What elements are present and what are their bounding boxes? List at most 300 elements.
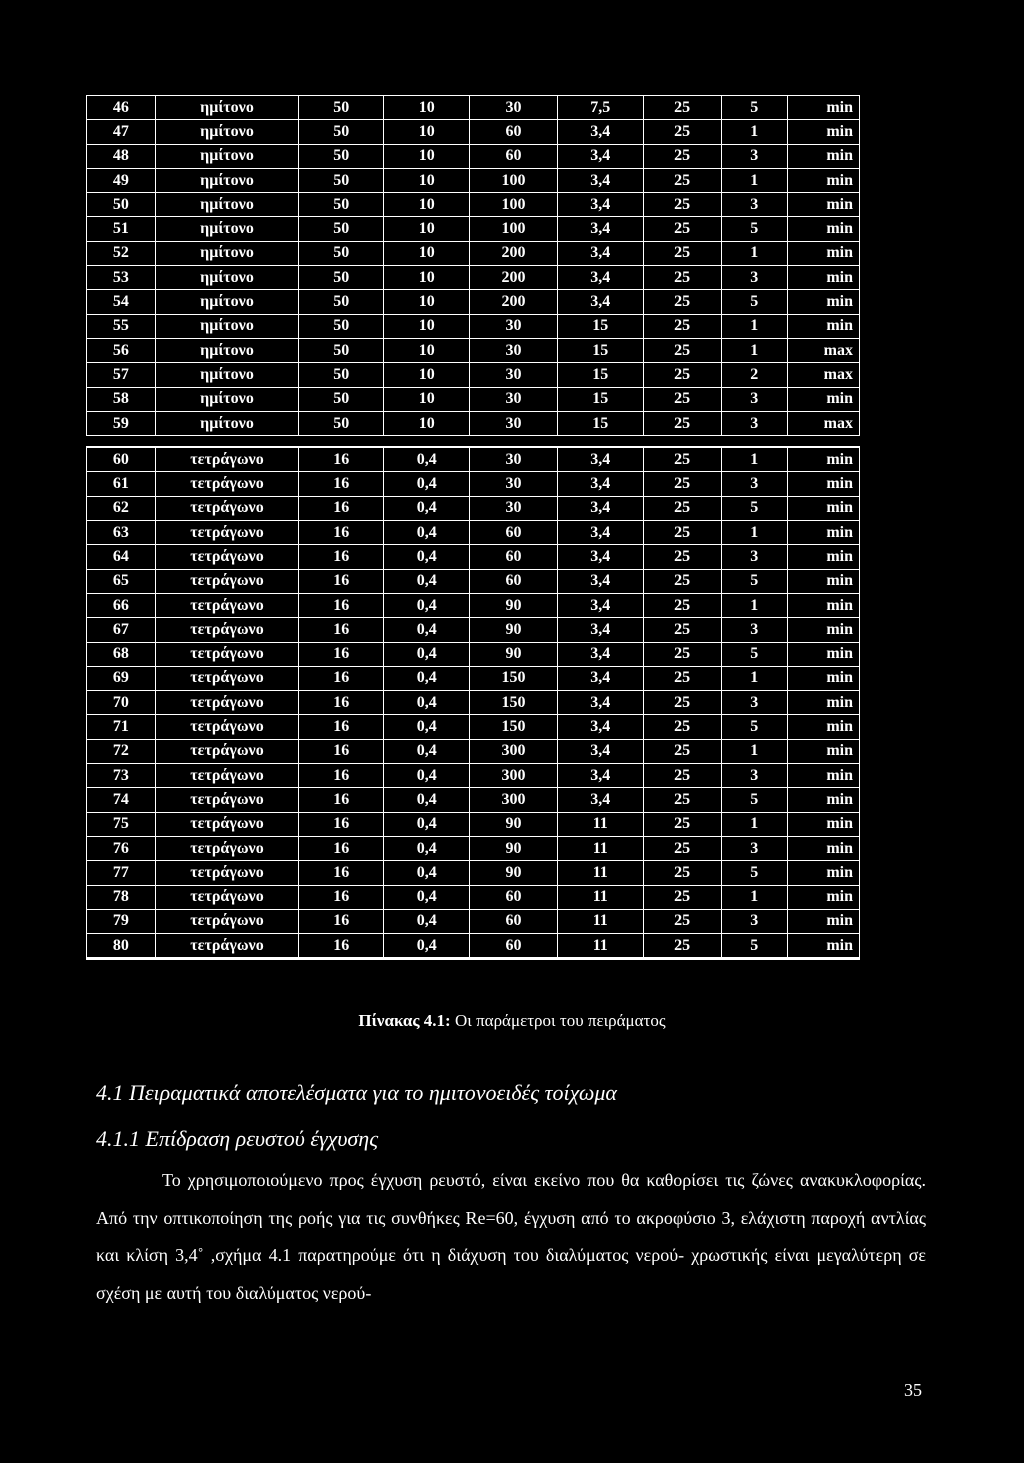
cell-wall-shape: τετράγωνο: [155, 472, 298, 496]
group-separator: [87, 436, 860, 448]
cell-param-1: 16: [299, 691, 384, 715]
cell-param-4: 3,4: [557, 666, 643, 690]
table-row: [87, 812, 860, 836]
cell-param-3: 30: [470, 496, 558, 520]
table-row: [87, 411, 860, 435]
cell-param-2: 0,4: [384, 642, 470, 666]
cell-param-4: 11: [557, 885, 643, 909]
cell-param-4: 3,4: [557, 193, 643, 217]
cell-run-number: 62: [87, 496, 156, 520]
cell-run-number: 78: [87, 885, 156, 909]
cell-param-2: 10: [384, 168, 470, 192]
cell-param-3: 300: [470, 764, 558, 788]
cell-param-1: 50: [299, 217, 384, 241]
cell-param-2: 10: [384, 290, 470, 314]
cell-param-4: 3,4: [557, 788, 643, 812]
cell-param-2: 10: [384, 363, 470, 387]
cell-param-6: 1: [721, 885, 787, 909]
cell-param-3: 60: [470, 144, 558, 168]
cell-param-5: 25: [643, 788, 721, 812]
cell-flow-rate: min: [787, 472, 859, 496]
cell-param-6: 3: [721, 909, 787, 933]
cell-param-3: 60: [470, 521, 558, 545]
cell-wall-shape: ημίτονο: [155, 338, 298, 362]
cell-flow-rate: min: [787, 812, 859, 836]
cell-param-2: 0,4: [384, 764, 470, 788]
cell-param-2: 0,4: [384, 861, 470, 885]
cell-param-3: 90: [470, 593, 558, 617]
cell-flow-rate: max: [787, 363, 859, 387]
cell-run-number: 64: [87, 545, 156, 569]
cell-wall-shape: ημίτονο: [155, 411, 298, 435]
cell-wall-shape: ημίτονο: [155, 193, 298, 217]
table-row: [87, 618, 860, 642]
cell-wall-shape: ημίτονο: [155, 363, 298, 387]
cell-flow-rate: min: [787, 290, 859, 314]
cell-param-6: 3: [721, 836, 787, 860]
cell-run-number: 60: [87, 447, 156, 472]
cell-param-4: 11: [557, 909, 643, 933]
cell-param-5: 25: [643, 715, 721, 739]
table-row: [87, 96, 860, 120]
cell-param-4: 3,4: [557, 642, 643, 666]
cell-flow-rate: min: [787, 266, 859, 290]
page-number: 35: [904, 1380, 922, 1400]
cell-param-6: 5: [721, 715, 787, 739]
cell-param-2: 0,4: [384, 545, 470, 569]
cell-param-5: 25: [643, 739, 721, 763]
cell-param-2: 10: [384, 241, 470, 265]
cell-run-number: 74: [87, 788, 156, 812]
table-row: [87, 739, 860, 763]
cell-param-6: 1: [721, 812, 787, 836]
cell-param-3: 60: [470, 120, 558, 144]
cell-flow-rate: min: [787, 168, 859, 192]
cell-param-2: 0,4: [384, 788, 470, 812]
cell-param-6: 1: [721, 521, 787, 545]
cell-param-5: 25: [643, 120, 721, 144]
cell-param-4: 3,4: [557, 569, 643, 593]
cell-param-4: 3,4: [557, 764, 643, 788]
cell-flow-rate: min: [787, 836, 859, 860]
cell-param-6: 5: [721, 642, 787, 666]
cell-run-number: 54: [87, 290, 156, 314]
cell-param-1: 16: [299, 569, 384, 593]
table-caption-label: Πίνακας 4.1:: [358, 1011, 451, 1030]
cell-run-number: 50: [87, 193, 156, 217]
cell-run-number: 63: [87, 521, 156, 545]
cell-param-2: 10: [384, 120, 470, 144]
table-row: [87, 193, 860, 217]
cell-run-number: 57: [87, 363, 156, 387]
cell-run-number: 48: [87, 144, 156, 168]
cell-param-1: 50: [299, 193, 384, 217]
cell-param-5: 25: [643, 411, 721, 435]
cell-param-5: 25: [643, 593, 721, 617]
cell-param-3: 300: [470, 788, 558, 812]
cell-flow-rate: min: [787, 241, 859, 265]
table-row: [87, 217, 860, 241]
cell-wall-shape: τετράγωνο: [155, 836, 298, 860]
cell-param-3: 90: [470, 861, 558, 885]
cell-param-5: 25: [643, 96, 721, 120]
cell-param-3: 200: [470, 266, 558, 290]
cell-wall-shape: ημίτονο: [155, 144, 298, 168]
cell-param-1: 16: [299, 788, 384, 812]
cell-param-5: 25: [643, 338, 721, 362]
cell-param-4: 15: [557, 338, 643, 362]
cell-param-5: 25: [643, 387, 721, 411]
cell-flow-rate: min: [787, 96, 859, 120]
cell-wall-shape: ημίτονο: [155, 241, 298, 265]
cell-run-number: 49: [87, 168, 156, 192]
table-row: [87, 666, 860, 690]
cell-param-3: 90: [470, 836, 558, 860]
table-row: [87, 168, 860, 192]
cell-param-4: 11: [557, 836, 643, 860]
cell-run-number: 68: [87, 642, 156, 666]
cell-run-number: 79: [87, 909, 156, 933]
cell-param-5: 25: [643, 266, 721, 290]
cell-param-3: 30: [470, 314, 558, 338]
cell-param-3: 150: [470, 691, 558, 715]
cell-param-5: 25: [643, 861, 721, 885]
cell-param-4: 7,5: [557, 96, 643, 120]
cell-param-1: 16: [299, 812, 384, 836]
cell-flow-rate: min: [787, 144, 859, 168]
cell-param-3: 30: [470, 96, 558, 120]
cell-flow-rate: max: [787, 338, 859, 362]
cell-wall-shape: ημίτονο: [155, 266, 298, 290]
cell-param-1: 50: [299, 168, 384, 192]
cell-flow-rate: min: [787, 666, 859, 690]
cell-param-2: 10: [384, 217, 470, 241]
cell-run-number: 80: [87, 934, 156, 959]
cell-run-number: 52: [87, 241, 156, 265]
cell-param-2: 0,4: [384, 715, 470, 739]
cell-param-2: 0,4: [384, 812, 470, 836]
cell-wall-shape: τετράγωνο: [155, 666, 298, 690]
cell-flow-rate: min: [787, 861, 859, 885]
table-row: [87, 764, 860, 788]
cell-param-5: 25: [643, 363, 721, 387]
cell-param-6: 1: [721, 338, 787, 362]
cell-param-6: 1: [721, 168, 787, 192]
cell-param-1: 16: [299, 666, 384, 690]
cell-run-number: 56: [87, 338, 156, 362]
cell-flow-rate: min: [787, 447, 859, 472]
cell-param-4: 3,4: [557, 472, 643, 496]
cell-param-2: 0,4: [384, 496, 470, 520]
cell-flow-rate: min: [787, 120, 859, 144]
cell-wall-shape: τετράγωνο: [155, 788, 298, 812]
table-row: [87, 144, 860, 168]
cell-param-5: 25: [643, 144, 721, 168]
cell-flow-rate: min: [787, 934, 859, 959]
table-row: [87, 266, 860, 290]
cell-param-6: 3: [721, 472, 787, 496]
cell-param-6: 5: [721, 96, 787, 120]
cell-flow-rate: min: [787, 691, 859, 715]
table-caption: [0, 1011, 1024, 1031]
cell-param-1: 50: [299, 144, 384, 168]
cell-param-2: 0,4: [384, 739, 470, 763]
cell-param-4: 3,4: [557, 290, 643, 314]
cell-param-3: 30: [470, 472, 558, 496]
cell-param-3: 30: [470, 338, 558, 362]
table-row: [87, 447, 860, 472]
cell-param-6: 1: [721, 666, 787, 690]
cell-param-5: 25: [643, 836, 721, 860]
cell-param-4: 3,4: [557, 144, 643, 168]
cell-param-2: 0,4: [384, 618, 470, 642]
cell-wall-shape: ημίτονο: [155, 290, 298, 314]
cell-wall-shape: τετράγωνο: [155, 715, 298, 739]
cell-run-number: 65: [87, 569, 156, 593]
cell-param-6: 1: [721, 447, 787, 472]
cell-param-1: 50: [299, 120, 384, 144]
cell-param-3: 100: [470, 217, 558, 241]
cell-param-4: 3,4: [557, 739, 643, 763]
cell-wall-shape: ημίτονο: [155, 168, 298, 192]
cell-flow-rate: min: [787, 885, 859, 909]
cell-param-1: 16: [299, 545, 384, 569]
table-row: [87, 861, 860, 885]
cell-run-number: 47: [87, 120, 156, 144]
cell-param-2: 0,4: [384, 569, 470, 593]
cell-param-2: 10: [384, 266, 470, 290]
cell-param-4: 3,4: [557, 545, 643, 569]
cell-param-4: 15: [557, 411, 643, 435]
cell-param-2: 10: [384, 387, 470, 411]
cell-flow-rate: min: [787, 314, 859, 338]
cell-param-3: 60: [470, 934, 558, 959]
cell-param-3: 90: [470, 642, 558, 666]
cell-flow-rate: max: [787, 411, 859, 435]
table-row: [87, 909, 860, 933]
cell-param-6: 3: [721, 618, 787, 642]
cell-param-1: 50: [299, 290, 384, 314]
cell-param-5: 25: [643, 290, 721, 314]
cell-param-4: 3,4: [557, 691, 643, 715]
cell-param-4: 15: [557, 314, 643, 338]
cell-param-1: 16: [299, 861, 384, 885]
cell-wall-shape: ημίτονο: [155, 96, 298, 120]
cell-run-number: 46: [87, 96, 156, 120]
cell-param-1: 16: [299, 764, 384, 788]
table-row: [87, 569, 860, 593]
cell-flow-rate: min: [787, 217, 859, 241]
cell-param-1: 16: [299, 909, 384, 933]
cell-param-6: 5: [721, 569, 787, 593]
cell-param-5: 25: [643, 193, 721, 217]
cell-param-5: 25: [643, 885, 721, 909]
cell-param-1: 16: [299, 521, 384, 545]
cell-flow-rate: min: [787, 521, 859, 545]
cell-run-number: 58: [87, 387, 156, 411]
cell-run-number: 69: [87, 666, 156, 690]
cell-flow-rate: min: [787, 496, 859, 520]
cell-param-6: 5: [721, 217, 787, 241]
cell-param-4: 11: [557, 812, 643, 836]
cell-param-1: 50: [299, 387, 384, 411]
cell-run-number: 73: [87, 764, 156, 788]
cell-param-6: 5: [721, 788, 787, 812]
cell-param-3: 150: [470, 715, 558, 739]
cell-param-2: 0,4: [384, 521, 470, 545]
cell-wall-shape: τετράγωνο: [155, 934, 298, 959]
cell-param-2: 0,4: [384, 909, 470, 933]
cell-param-3: 60: [470, 885, 558, 909]
subsection-heading: 4.1.1 Επίδραση ρευστού έγχυσης: [96, 1126, 379, 1151]
cell-param-1: 16: [299, 447, 384, 472]
cell-param-4: 3,4: [557, 120, 643, 144]
cell-param-5: 25: [643, 241, 721, 265]
cell-param-5: 25: [643, 666, 721, 690]
cell-param-1: 16: [299, 472, 384, 496]
cell-run-number: 61: [87, 472, 156, 496]
cell-param-4: 3,4: [557, 217, 643, 241]
table-row: [87, 691, 860, 715]
cell-param-2: 0,4: [384, 836, 470, 860]
cell-param-3: 200: [470, 241, 558, 265]
table-row: [87, 338, 860, 362]
cell-param-1: 50: [299, 241, 384, 265]
cell-param-6: 1: [721, 241, 787, 265]
cell-param-6: 1: [721, 739, 787, 763]
cell-param-1: 16: [299, 739, 384, 763]
cell-param-6: 2: [721, 363, 787, 387]
cell-param-2: 0,4: [384, 593, 470, 617]
cell-param-1: 50: [299, 363, 384, 387]
cell-param-5: 25: [643, 447, 721, 472]
cell-param-1: 50: [299, 266, 384, 290]
cell-param-4: 3,4: [557, 715, 643, 739]
cell-flow-rate: min: [787, 715, 859, 739]
cell-param-4: 3,4: [557, 266, 643, 290]
cell-wall-shape: ημίτονο: [155, 217, 298, 241]
table-row: [87, 836, 860, 860]
cell-param-3: 30: [470, 447, 558, 472]
cell-param-3: 30: [470, 363, 558, 387]
cell-param-6: 5: [721, 934, 787, 959]
table-row: [87, 472, 860, 496]
cell-flow-rate: min: [787, 739, 859, 763]
cell-param-5: 25: [643, 934, 721, 959]
cell-param-1: 50: [299, 314, 384, 338]
cell-run-number: 59: [87, 411, 156, 435]
cell-wall-shape: τετράγωνο: [155, 593, 298, 617]
cell-run-number: 77: [87, 861, 156, 885]
cell-flow-rate: min: [787, 642, 859, 666]
cell-param-3: 60: [470, 545, 558, 569]
cell-param-1: 50: [299, 411, 384, 435]
cell-wall-shape: τετράγωνο: [155, 812, 298, 836]
body-paragraph: Το χρησιμοποιούμενο προς έγχυση ρευστό, είναι εκείνο που θα καθορίσει τις ζώνες ανακυκλοφορίας. Από την οπτικοποίηση της ροής για τις συνθήκες Re=60, έγχυση από το ακροφύσιο 3, ελάχιστη παροχή αντλίας και κλίση 3,4˚ ,σχήμα 4.1 παρατηρούμε ότι η διάχυση του διαλύματος νερού- χρωστικής είναι μεγαλύτερη σε σχέση με αυτή του διαλύματος νερού-: [96, 1170, 926, 1303]
cell-run-number: 51: [87, 217, 156, 241]
cell-param-5: 25: [643, 909, 721, 933]
cell-flow-rate: min: [787, 764, 859, 788]
cell-param-6: 1: [721, 314, 787, 338]
cell-param-4: 3,4: [557, 618, 643, 642]
table-row: [87, 934, 860, 959]
cell-param-3: 30: [470, 411, 558, 435]
cell-param-4: 3,4: [557, 241, 643, 265]
cell-param-6: 3: [721, 193, 787, 217]
cell-param-2: 10: [384, 96, 470, 120]
parameters-table: [86, 95, 860, 960]
cell-param-6: 3: [721, 387, 787, 411]
cell-param-2: 10: [384, 314, 470, 338]
cell-param-4: 3,4: [557, 593, 643, 617]
cell-wall-shape: τετράγωνο: [155, 569, 298, 593]
cell-param-1: 16: [299, 642, 384, 666]
cell-param-5: 25: [643, 642, 721, 666]
cell-param-4: 11: [557, 861, 643, 885]
cell-param-4: 3,4: [557, 521, 643, 545]
cell-param-2: 0,4: [384, 934, 470, 959]
cell-param-1: 16: [299, 593, 384, 617]
cell-wall-shape: τετράγωνο: [155, 642, 298, 666]
cell-run-number: 75: [87, 812, 156, 836]
table-row: [87, 545, 860, 569]
cell-flow-rate: min: [787, 193, 859, 217]
cell-param-6: 3: [721, 545, 787, 569]
cell-param-4: 3,4: [557, 168, 643, 192]
cell-wall-shape: τετράγωνο: [155, 764, 298, 788]
cell-wall-shape: τετράγωνο: [155, 521, 298, 545]
cell-param-4: 11: [557, 934, 643, 959]
table-row: [87, 715, 860, 739]
cell-param-2: 0,4: [384, 666, 470, 690]
cell-param-1: 50: [299, 338, 384, 362]
cell-wall-shape: τετράγωνο: [155, 739, 298, 763]
group-separator-cell: [87, 436, 860, 448]
cell-param-1: 16: [299, 618, 384, 642]
table-row: [87, 496, 860, 520]
table-row: [87, 788, 860, 812]
table-row: [87, 241, 860, 265]
cell-param-1: 16: [299, 934, 384, 959]
table-row: [87, 642, 860, 666]
cell-param-3: 300: [470, 739, 558, 763]
cell-param-3: 100: [470, 193, 558, 217]
cell-param-1: 16: [299, 836, 384, 860]
cell-param-3: 150: [470, 666, 558, 690]
cell-param-5: 25: [643, 496, 721, 520]
cell-param-2: 10: [384, 338, 470, 362]
table-row: [87, 314, 860, 338]
cell-param-4: 15: [557, 363, 643, 387]
cell-param-6: 5: [721, 496, 787, 520]
cell-flow-rate: min: [787, 788, 859, 812]
cell-wall-shape: τετράγωνο: [155, 447, 298, 472]
cell-param-3: 100: [470, 168, 558, 192]
cell-param-3: 60: [470, 569, 558, 593]
cell-wall-shape: τετράγωνο: [155, 496, 298, 520]
cell-param-6: 1: [721, 593, 787, 617]
cell-param-2: 10: [384, 411, 470, 435]
cell-param-5: 25: [643, 314, 721, 338]
cell-param-2: 0,4: [384, 691, 470, 715]
cell-param-6: 3: [721, 691, 787, 715]
cell-run-number: 72: [87, 739, 156, 763]
cell-param-6: 3: [721, 764, 787, 788]
cell-param-5: 25: [643, 569, 721, 593]
cell-run-number: 76: [87, 836, 156, 860]
cell-wall-shape: ημίτονο: [155, 314, 298, 338]
cell-param-6: 5: [721, 861, 787, 885]
